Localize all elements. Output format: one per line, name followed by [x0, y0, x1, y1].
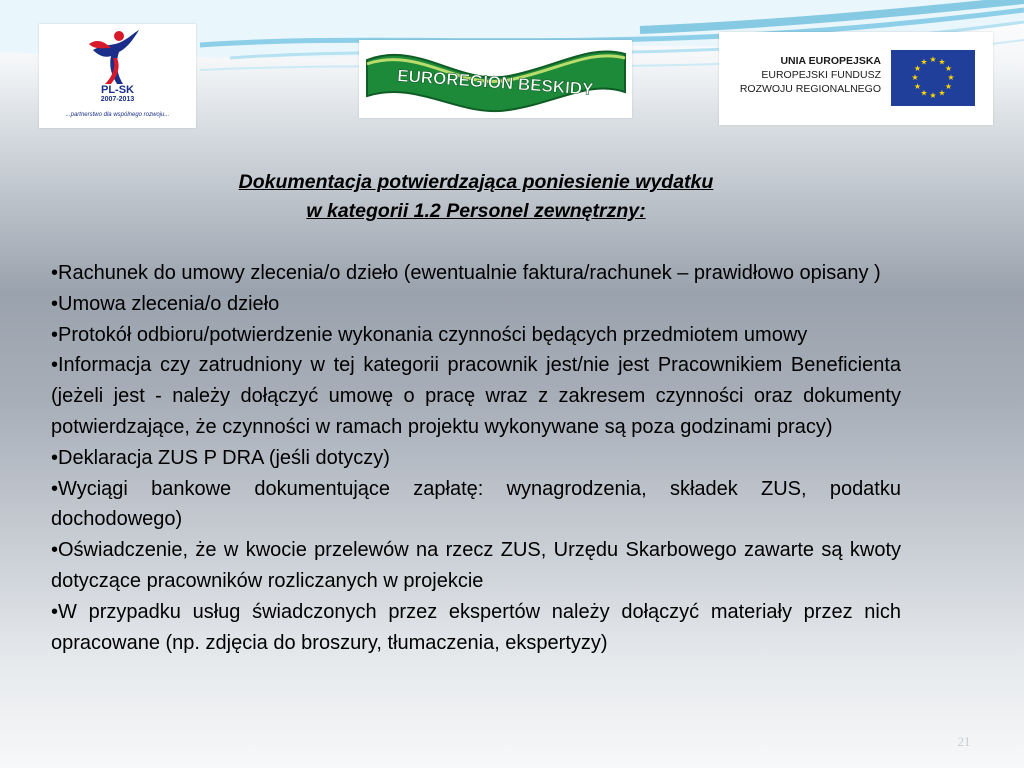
eu-fund-line-2: ROZWOJU REGIONALNEGO	[739, 83, 881, 95]
slide-heading	[52, 168, 900, 226]
svg-text:★: ★	[947, 73, 955, 82]
list-item: •Oświadczenie, że w kwocie przelewów na rzecz ZUS, Urzędu Skarbowego zawarte są kwoty dotyczące pracowników rozliczanych w projekcie	[51, 539, 901, 592]
list-item: •W przypadku usług świadczonych przez ekspertów należy dołączyć materiały przez nich opracowane (np. zdjęcia do broszury, tłumaczenia, ekspertyzy)	[51, 600, 901, 654]
svg-text:★: ★	[911, 73, 919, 82]
pl-sk-years: 2007-2013	[100, 96, 135, 103]
pl-sk-logo	[39, 24, 196, 128]
eu-title: UNIA EUROPEJSKA	[780, 55, 881, 67]
svg-text:★: ★	[929, 91, 937, 100]
list-item: •Rachunek do umowy zlecenia/o dzieło (ewentualnie faktura/rachunek – prawidłowo opisany )	[51, 262, 881, 284]
svg-text:★: ★	[938, 88, 946, 98]
svg-text:★: ★	[944, 64, 953, 73]
list-item: •Protokół odbioru/potwierdzenie wykonania czynności będących przedmiotem umowy	[51, 323, 808, 346]
euroregion-beskidy-logo	[359, 40, 632, 118]
heading-line-1: Dokumentacja potwierdzająca poniesienie wydatku	[238, 171, 714, 193]
pl-sk-figure-icon	[83, 28, 143, 88]
eu-flag-icon	[891, 50, 975, 106]
eu-logo	[719, 32, 993, 125]
page-number: 21	[957, 734, 971, 749]
eu-text-block	[740, 54, 881, 96]
svg-text:★: ★	[944, 82, 953, 91]
euroregion-text: EUROREGION BESKIDY	[396, 66, 595, 99]
svg-text:★: ★	[913, 82, 922, 91]
heading-line-2: w kategorii 1.2 Personel zewnętrzny:	[306, 200, 646, 222]
list-item: •Informacja czy zatrudniony w tej kategorii pracownik jest/nie jest Pracownikiem Beneficienta (jeżeli jest - należy dołączyć umowę o pracę wraz z zakresem czynności oraz dokumenty potwierdzające, że czynności w ramach projektu wykonywane są poza godzinami pracy)	[51, 354, 901, 438]
svg-text:★: ★	[938, 57, 946, 67]
svg-text:★: ★	[920, 88, 928, 98]
svg-text:★: ★	[920, 57, 928, 67]
list-item: •Deklaracja ZUS P DRA (jeśli dotyczy)	[51, 446, 390, 469]
eu-fund-line: EUROPEJSKI FUNDUSZ	[761, 69, 881, 81]
document-list	[51, 258, 901, 658]
pl-sk-name: PL-SK	[101, 84, 134, 96]
pl-sk-motto: ...partnerstwo dla wspólnego rozwoju...	[65, 112, 170, 118]
svg-text:★: ★	[913, 64, 922, 73]
svg-text:★: ★	[929, 55, 937, 64]
list-item: •Wyciągi bankowe dokumentujące zapłatę: wynagrodzenia, składek ZUS, podatku dochodowego)	[51, 477, 901, 531]
list-item: •Umowa zlecenia/o dzieło	[51, 292, 280, 315]
euroregion-banner-icon	[359, 40, 632, 118]
